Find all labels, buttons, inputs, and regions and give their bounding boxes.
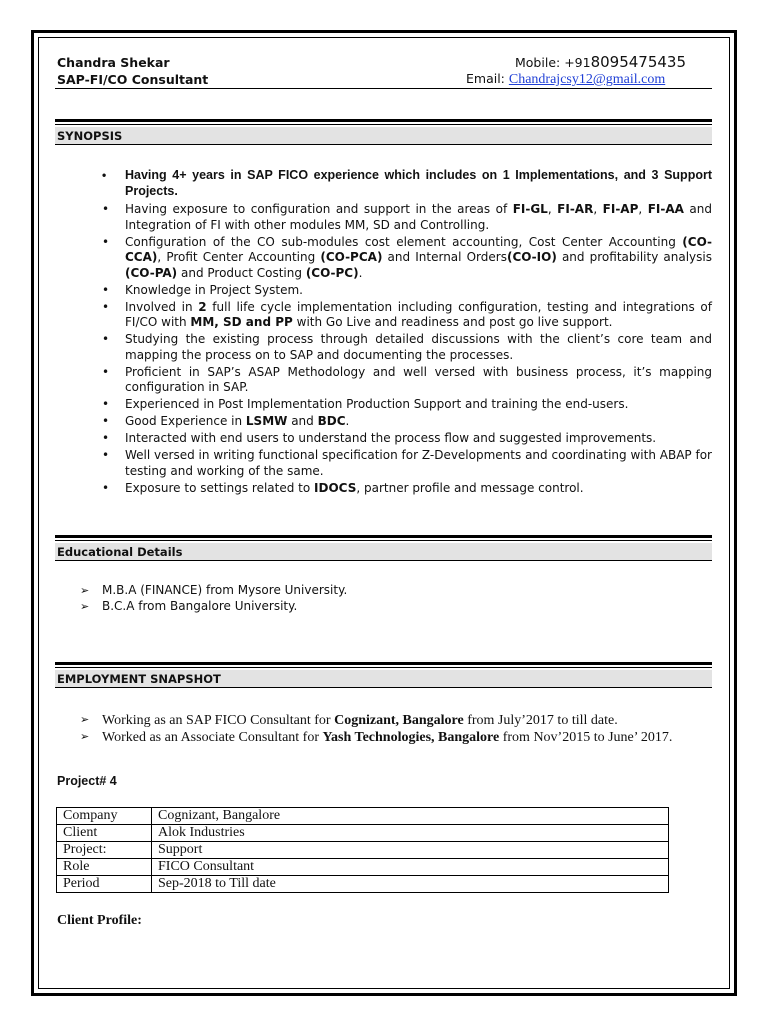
list-item: • Having 4+ years in SAP FICO experience which includes on 1 Implementations, and 3 Support Projects.: [100, 168, 712, 199]
table-key: Role: [57, 859, 152, 876]
table-key: Company: [57, 808, 152, 825]
table-key: Client: [57, 825, 152, 842]
table-value: Alok Industries: [152, 825, 669, 842]
mobile-number: 8095475435: [590, 53, 687, 71]
list-item: • Knowledge in Project System.: [100, 283, 712, 299]
synopsis-bar: [55, 127, 712, 145]
list-item: ➢ Working as an SAP FICO Consultant for Cognizant, Bangalore from July’2017 to till date.: [80, 712, 712, 729]
list-item: • Exposure to settings related to IDOCS, partner profile and message control.: [100, 481, 712, 497]
mobile-line: [515, 53, 704, 71]
list-item: • Involved in 2 full life cycle implementation including configuration, testing and integrations of FI/CO with MM, SD and PP with Go Live and readiness and post go live support.: [100, 300, 712, 331]
table-row: [57, 808, 669, 825]
project-table: [56, 807, 669, 893]
list-item: • Proficient in SAP’s ASAP Methodology and well versed with business process, it’s mapping configuration in SAP.: [100, 365, 712, 396]
list-item: • Studying the existing process through detailed discussions with the client’s core team and mapping the process on to SAP and documenting the processes.: [100, 332, 712, 363]
table-key: Project:: [57, 842, 152, 859]
synopsis-rule-thin: [55, 124, 712, 125]
table-value: Sep-2018 to Till date: [152, 876, 669, 893]
header-divider: [55, 88, 712, 89]
table-row: [57, 876, 669, 893]
employment-rule-top: [55, 662, 712, 665]
table-value: Support: [152, 842, 669, 859]
employment-title: EMPLOYMENT SNAPSHOT: [57, 672, 221, 686]
education-rule-top: [55, 535, 712, 538]
table-value: Cognizant, Bangalore: [152, 808, 669, 825]
list-item: • Having exposure to configuration and support in the areas of FI-GL, FI-AR, FI-AP, FI-AA and Integration of FI with other modules MM, SD and Controlling.: [100, 202, 712, 233]
email-link[interactable]: Chandrajcsy12@gmail.com: [508, 72, 666, 87]
education-rule-thin: [55, 540, 712, 541]
table-value: FICO Consultant: [152, 859, 669, 876]
table-row: [57, 825, 669, 842]
education-list: [80, 583, 700, 614]
synopsis-list: [100, 168, 712, 498]
table-row: [57, 859, 669, 876]
list-item: ➢ Worked as an Associate Consultant for Yash Technologies, Bangalore from Nov’2015 to June’ 2017.: [80, 729, 712, 746]
synopsis-title: SYNOPSIS: [57, 129, 123, 143]
email-line: [466, 71, 704, 88]
list-item: ➢ M.B.A (FINANCE) from Mysore University.: [80, 583, 700, 599]
employment-list: [80, 712, 712, 746]
list-item: ➢ B.C.A from Bangalore University.: [80, 599, 700, 615]
list-item: • Configuration of the CO sub-modules cost element accounting, Cost Center Accounting (CO-CCA), Profit Center Accounting (CO-PCA) and Internal Orders(CO-IO) and profitability analysis (CO-PA) and Product Costing (CO-PC).: [100, 235, 712, 282]
mobile-label: Mobile: +91: [515, 55, 591, 70]
list-item: • Experienced in Post Implementation Production Support and training the end-users.: [100, 397, 712, 413]
list-item: • Well versed in writing functional specification for Z-Developments and coordinating with ABAP for testing and working of the same.: [100, 448, 712, 479]
candidate-role: SAP-FI/CO Consultant: [57, 72, 209, 87]
email-label: Email:: [466, 71, 509, 86]
list-item: • Good Experience in LSMW and BDC.: [100, 414, 712, 430]
table-key: Period: [57, 876, 152, 893]
education-title: Educational Details: [57, 545, 183, 559]
candidate-name: Chandra Shekar: [57, 55, 170, 70]
table-row: [57, 842, 669, 859]
list-item: • Interacted with end users to understand the process flow and suggested improvements.: [100, 431, 712, 447]
project-heading: Project# 4: [57, 774, 117, 788]
employment-rule-thin: [55, 667, 712, 668]
synopsis-rule-top: [55, 119, 712, 122]
client-profile-heading: Client Profile:: [57, 913, 142, 928]
